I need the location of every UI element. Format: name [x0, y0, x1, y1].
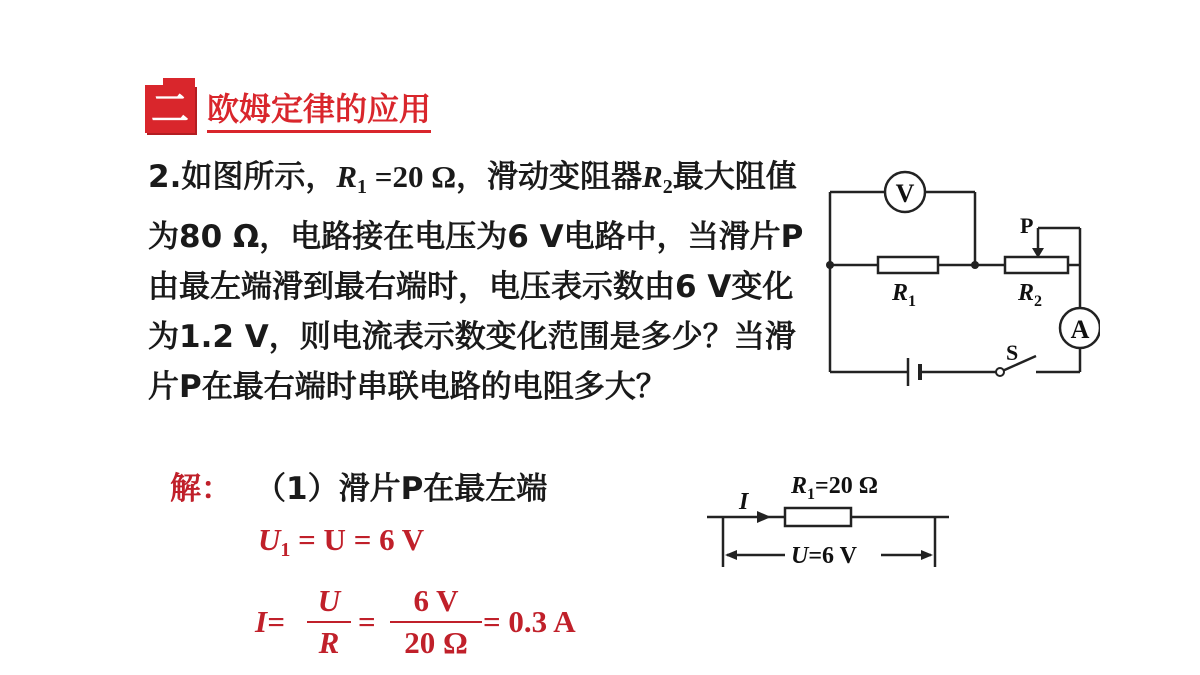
current-lhs: I=	[255, 604, 285, 639]
ammeter-label: A	[1070, 315, 1090, 344]
voltage-label: U=6 V	[791, 543, 857, 569]
resistor-r1-simple	[785, 508, 851, 526]
problem-text	[148, 152, 808, 412]
slider-label: P	[1020, 213, 1034, 238]
r1-diagram-label: $R_1$	[892, 280, 917, 310]
current-label: I	[739, 489, 749, 515]
r2-diagram-label: $R_2$	[1018, 280, 1043, 310]
section-title: 欧姆定律的应用	[207, 88, 431, 133]
solution-label: 解：	[170, 471, 232, 507]
problem-body: 最大阻值为80 Ω，电路接在电压为6 V电路中，当滑片P由最左端滑到最右端时，电压表示数由6 V变化为1.2 V，则电流表示数变化范围是多少？当滑片P在最右端时串联电路的电阻多大？	[148, 159, 804, 405]
switch-label: S	[1006, 340, 1019, 365]
r2-symbol: $R_2$	[642, 159, 673, 198]
resistor-r2	[1005, 257, 1068, 273]
equation-voltage: $U_1 = U = 6$ V	[258, 522, 425, 561]
resistor-r1	[878, 257, 938, 273]
section-number-badge: 二	[145, 85, 195, 133]
equals-sign: =	[358, 604, 376, 639]
equation-current	[255, 582, 595, 662]
voltmeter-label: V	[895, 179, 915, 208]
solution-step-1: （1）滑片P在最左端	[255, 471, 548, 507]
r1-value: =20 Ω，滑动变阻器	[367, 159, 643, 194]
r1-value-label: $R_1=20$ Ω	[791, 473, 878, 503]
current-result: = 0.3 A	[483, 604, 576, 639]
simple-circuit-diagram	[705, 465, 955, 575]
problem-intro: 2.如图所示，	[148, 159, 337, 195]
left-dimension-arrow-icon	[725, 550, 737, 560]
circuit-diagram	[820, 160, 1100, 400]
fraction-values: 6 V 20 Ω	[390, 582, 482, 662]
right-dimension-arrow-icon	[921, 550, 933, 560]
r1-symbol: $R_1$	[336, 159, 368, 198]
fraction-u-over-r: U R	[307, 582, 351, 662]
current-arrow-icon	[757, 511, 771, 523]
